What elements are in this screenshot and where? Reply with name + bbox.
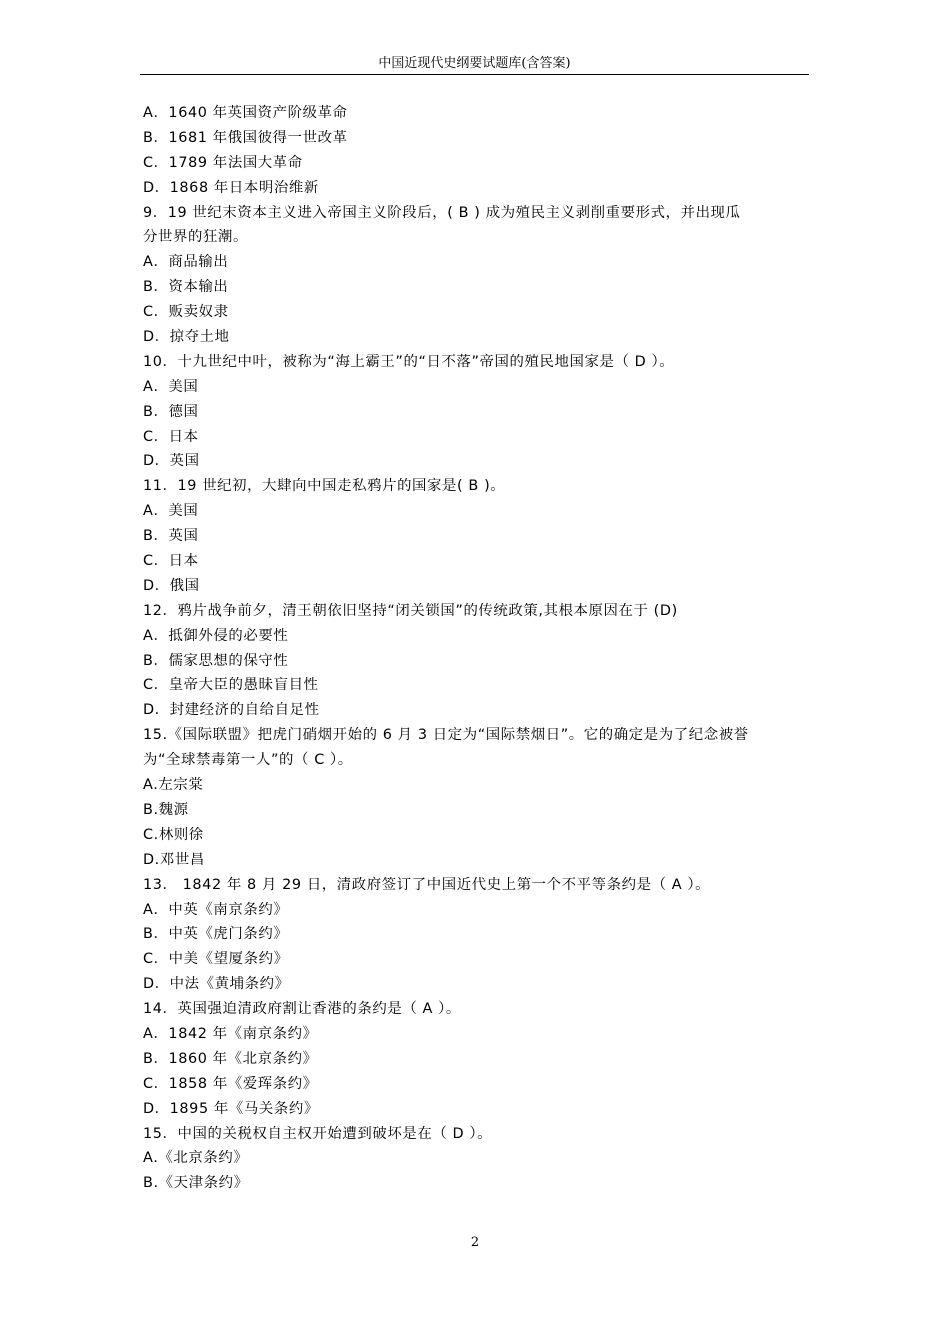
text-line: D．1868 年日本明治维新 (143, 179, 319, 196)
text-line: B．中英《虎门条约》 (143, 926, 289, 943)
text-line: B．1681 年俄国彼得一世改革 (143, 129, 348, 146)
text-line: C．1789 年法国大革命 (143, 154, 303, 171)
text-line: A．中英《南京条约》 (143, 901, 289, 918)
text-line: C．1858 年《爱珲条约》 (143, 1075, 318, 1092)
text-line: B.魏源 (143, 801, 189, 818)
text-line: B．资本输出 (143, 279, 229, 296)
text-line: A．1842 年《南京条约》 (143, 1025, 318, 1042)
page-header: 中国近现代史纲要试题库(含答案) (140, 56, 809, 75)
text-line: B．英国 (143, 528, 199, 545)
text-line: B．德国 (143, 403, 199, 420)
text-line: C.林则徐 (143, 826, 204, 843)
text-line: B．1860 年《北京条约》 (143, 1050, 318, 1067)
text-line: D.邓世昌 (143, 851, 205, 868)
text-line: A.《北京条约》 (143, 1150, 249, 1167)
text-line: 11．19 世纪初，大肆向中国走私鸦片的国家是( B )。 (143, 478, 506, 495)
text-line: 为“全球禁毒第一人”的（ C ）。 (143, 752, 353, 769)
text-line: D．中法《黄埔条约》 (143, 976, 290, 993)
text-line: C．日本 (143, 428, 199, 445)
page-number: 2 (470, 1235, 480, 1250)
text-line: C．日本 (143, 553, 199, 570)
text-line: D．掠夺土地 (143, 329, 230, 346)
text-line: C．中美《望厦条约》 (143, 951, 289, 968)
text-line: A．商品输出 (143, 254, 229, 271)
text-line: C．贩卖奴隶 (143, 304, 229, 321)
text-line: B．儒家思想的保守性 (143, 652, 289, 669)
text-line: 13． 1842 年 8 月 29 日，清政府签订了中国近代史上第一个不平等条约是（ A ）。 (143, 876, 711, 893)
text-line: 10．十九世纪中叶，被称为“海上霸王”的“日不落”帝国的殖民地国家是（ D ）。 (143, 353, 675, 370)
text-line: D．1895 年《马关条约》 (143, 1100, 319, 1117)
text-line: D．封建经济的自给自足性 (143, 702, 320, 719)
text-line: 分世界的狂潮。 (143, 229, 248, 246)
text-line: A．抵御外侵的必要性 (143, 627, 289, 644)
text-line: C．皇帝大臣的愚昧盲目性 (143, 677, 319, 694)
text-line: 12．鸦片战争前夕，清王朝依旧坚持“闭关锁国”的传统政策,其根本原因在于 (D) (143, 602, 678, 619)
text-line: 15.《国际联盟》把虎门硝烟开始的 6 月 3 日定为“国际禁烟日”。它的确定是为了纪念被誉 (143, 727, 749, 744)
document-body (143, 101, 815, 1196)
text-line: D．英国 (143, 453, 200, 470)
text-line: D．俄国 (143, 577, 200, 594)
text-line: A．美国 (143, 378, 199, 395)
text-line: A.左宗棠 (143, 777, 204, 794)
text-line: 14．英国强迫清政府割让香港的条约是（ A ）。 (143, 1001, 461, 1018)
text-line: 15．中国的关税权自主权开始遭到破坏是在（ D ）。 (143, 1125, 493, 1142)
text-line: A．1640 年英国资产阶级革命 (143, 105, 348, 121)
text-line: B.《天津条约》 (143, 1175, 249, 1192)
text-line: A．美国 (143, 503, 199, 520)
text-line: 9．19 世纪末资本主义进入帝国主义阶段后，( B ) 成为殖民主义剥削重要形式，并出现瓜 (143, 204, 741, 221)
